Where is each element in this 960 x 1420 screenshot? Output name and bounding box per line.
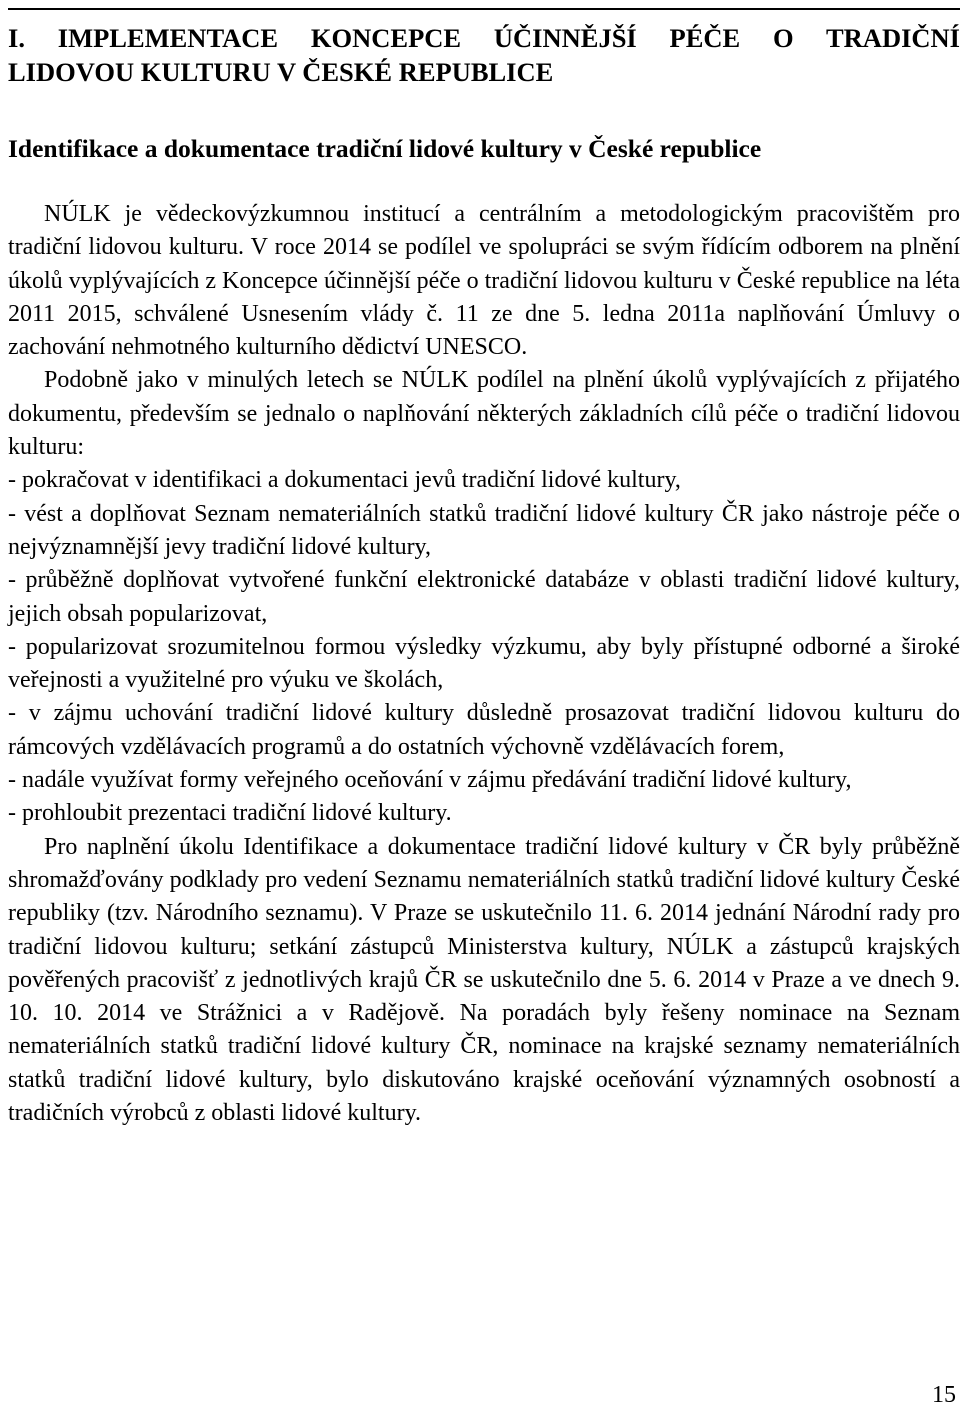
chapter-heading-line-1: I. IMPLEMENTACE KONCEPCE ÚČINNĚJŠÍ PÉČE O TRADIČNÍ (8, 23, 960, 53)
list-item: - pokračovat v identifikaci a dokumentaci jevů tradiční lidové kultury, (8, 467, 681, 494)
section-heading: Identifikace a dokumentace tradiční lidové kultury v České republice (8, 134, 762, 163)
chapter-heading (8, 21, 960, 89)
body-text (8, 198, 960, 1130)
top-rule (8, 8, 960, 10)
paragraph-3: Pro naplnění úkolu Identifikace a dokumentace tradiční lidové kultury v ČR byly průběžně shromažďovány podklady pro vedení Seznamu nemateriálních statků tradiční lidové kultury České republiky (tzv. Národního seznamu). V Praze se uskutečnilo 11. 6. 2014 jednání Národní rady pro tradiční lidovou kulturu; setkání zástupců Ministerstva kultury, NÚLK a zástupců krajských pověřených pracovišť z jednotlivých krajů ČR se uskutečnilo dne 5. 6. 2014 v Praze a ve dnech 9. 10. 10. 2014 ve Strážnici a v Radějově. Na poradách byly řešeny nominace na Seznam nemateriálních statků tradiční lidové kultury ČR, nominace na krajské seznamy nemateriálních statků tradiční lidové kultury, bylo diskutováno krajské oceňování významných osobností a tradičních výrobců z oblasti lidové kultury. (8, 833, 960, 1127)
list-item: - nadále využívat formy veřejného oceňování v zájmu předávání tradiční lidové kultury, (8, 767, 852, 794)
list-item: - vést a doplňovat Seznam nemateriálních statků tradiční lidové kultury ČR jako nástroje péče o nejvýznamnější jevy tradiční lidové kultury, (8, 500, 960, 560)
paragraph-1: NÚLK je vědeckovýzkumnou institucí a centrálním a metodologickým pracovištěm pro tradiční lidovou kulturu. V roce 2014 se podílel ve spolupráci se svým řídícím odborem na plnění úkolů vyplývajících z Koncepce účinnější péče o tradiční lidovou kulturu v České republice na léta 2011 2015, schválené Usnesením vlády č. 11 ze dne 5. ledna 2011a naplňování Úmluvy o zachování nehmotného kulturního dědictví UNESCO. (8, 201, 960, 361)
chapter-heading-line-2: LIDOVOU KULTURU V ČESKÉ REPUBLICE (8, 57, 554, 87)
list-item: - v zájmu uchování tradiční lidové kultury důsledně prosazovat tradiční lidovou kulturu do rámcových vzdělávacích programů a do ostatních výchovně vzdělávacích forem, (8, 700, 960, 760)
page-number: 15 (932, 1382, 956, 1408)
list-item: - popularizovat srozumitelnou formou výsledky výzkumu, aby byly přístupné odborné a široké veřejnosti a využitelné pro výuku ve školách, (8, 633, 960, 694)
paragraph-2: Podobně jako v minulých letech se NÚLK podílel na plnění úkolů vyplývajících z přijatého dokumentu, především se jednalo o naplňování některých základních cílů péče o tradiční lidovou kulturu: (8, 367, 960, 461)
list-item: - průběžně doplňovat vytvořené funkční elektronické databáze v oblasti tradiční lidové kultury, jejich obsah popularizovat, (8, 567, 960, 627)
list-item: - prohloubit prezentaci tradiční lidové kultury. (8, 800, 452, 827)
